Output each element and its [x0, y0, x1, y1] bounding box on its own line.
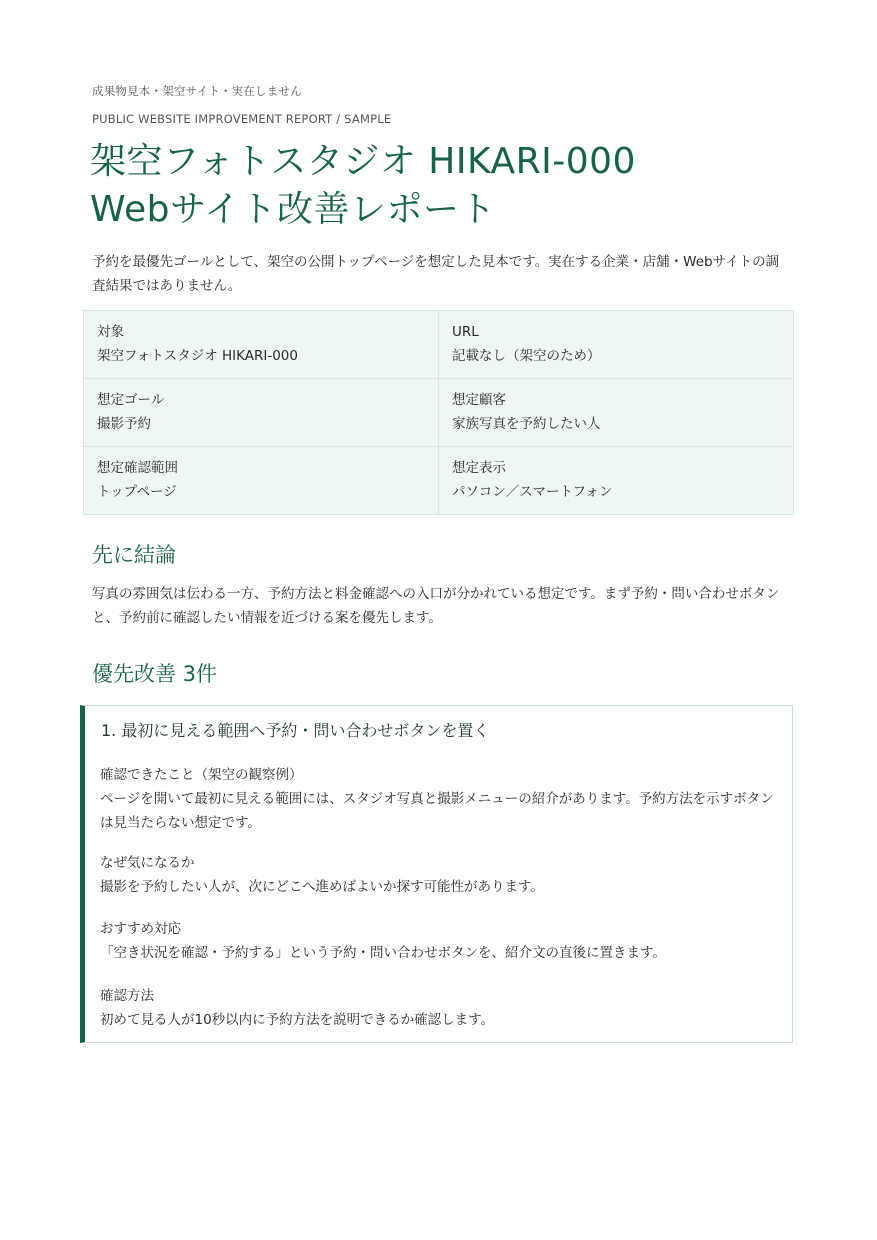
overview-row [84, 311, 794, 379]
overview-cell-goal [84, 379, 439, 447]
conclusion-text: 写真の雰囲気は伝わる一方、予約方法と料金確認への入口が分かれている想定です。まず予約・問い合わせボタンと、予約前に確認したい情報を近づける案を優先します。 [92, 586, 780, 626]
page-title-line2: Webサイト改善レポート [90, 189, 496, 230]
url-label: URL [452, 324, 479, 340]
page-title [90, 138, 636, 234]
scope-label: 想定確認範囲 [97, 460, 178, 476]
improvement-card-1 [80, 705, 793, 1043]
page-title-line1: 架空フォトスタジオ HIKARI-000 [90, 141, 636, 182]
overview-row [84, 379, 794, 447]
overview-cell-customer [439, 379, 794, 447]
sample-notice: 成果物見本・架空サイト・実在しません [92, 84, 302, 98]
target-label: 対象 [97, 324, 124, 340]
overview-table [83, 310, 794, 515]
observed-text: ページを開いて最初に見える範囲には、スタジオ写真と撮影メニューの紹介があります。予約方法を示すボタンは見当たらない想定です。 [100, 791, 774, 831]
observed-label: 確認できたこと（架空の観察例） [100, 767, 303, 783]
overview-cell-display [439, 447, 794, 515]
priority-heading: 優先改善 3件 [92, 662, 218, 686]
goal-value: 撮影予約 [97, 416, 151, 432]
target-value: 架空フォトスタジオ HIKARI-000 [97, 348, 298, 364]
action-label: おすすめ対応 [100, 921, 182, 937]
scope-value: トップページ [97, 484, 177, 500]
check-section [100, 984, 780, 1032]
overview-cell-scope [84, 447, 439, 515]
overview-cell-url [439, 311, 794, 379]
why-section [100, 851, 780, 899]
action-section [100, 917, 780, 965]
customer-label: 想定顧客 [452, 392, 506, 408]
improvement-title: 1. 最初に見える範囲へ予約・問い合わせボタンを置く [101, 721, 490, 740]
action-text: 「空き状況を確認・予約する」という予約・問い合わせボタンを、紹介文の直後に置きます。 [100, 945, 666, 961]
conclusion-heading: 先に結論 [92, 543, 176, 567]
goal-label: 想定ゴール [97, 392, 165, 408]
observed-section [100, 763, 780, 835]
lead-paragraph: 予約を最優先ゴールとして、架空の公開トップページを想定した見本です。実在する企業・店舗・Webサイトの調査結果ではありません。 [92, 254, 780, 294]
display-value: パソコン／スマートフォン [452, 484, 613, 500]
overview-cell-target [84, 311, 439, 379]
display-label: 想定表示 [452, 460, 506, 476]
check-label: 確認方法 [100, 988, 154, 1004]
why-label: なぜ気になるか [100, 855, 195, 871]
overview-row [84, 447, 794, 515]
why-text: 撮影を予約したい人が、次にどこへ進めばよいか探す可能性があります。 [100, 879, 544, 895]
report-type-label: PUBLIC WEBSITE IMPROVEMENT REPORT / SAMPLE [92, 112, 392, 126]
customer-value: 家族写真を予約したい人 [452, 416, 601, 432]
url-value: 記載なし（架空のため） [452, 348, 601, 364]
check-text: 初めて見る人が10秒以内に予約方法を説明できるか確認します。 [100, 1012, 495, 1028]
